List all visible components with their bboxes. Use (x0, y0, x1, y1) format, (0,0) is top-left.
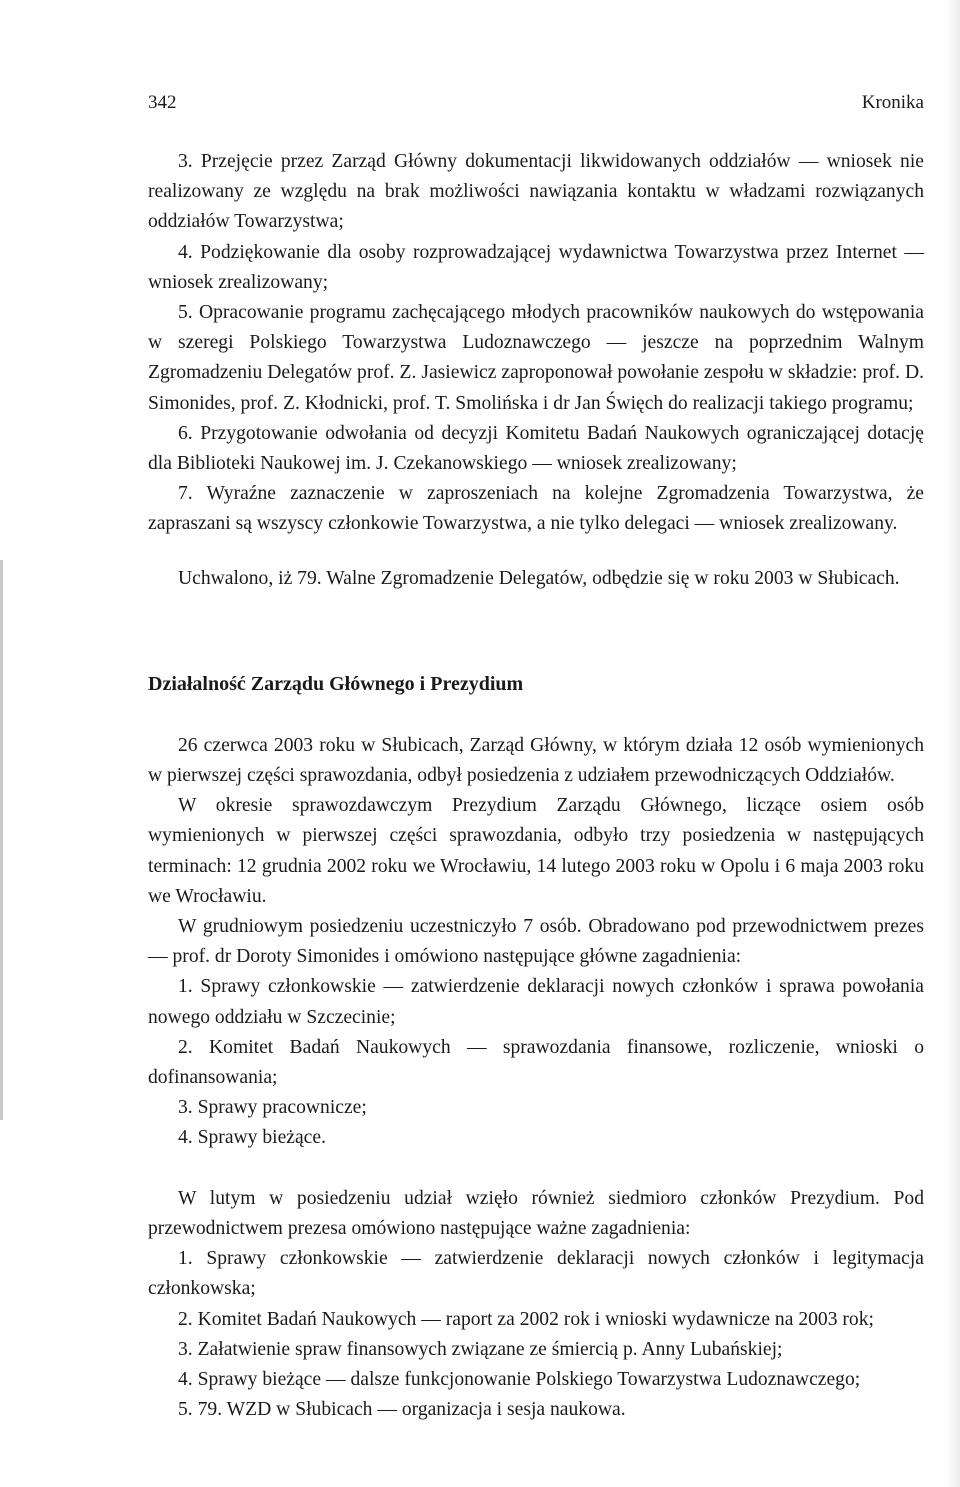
february-item-4: 4. Sprawy bieżące — dalsze funkcjonowanie Polskiego Towarzystwa Ludoznawczego; (178, 1368, 861, 1390)
february-item-1: 1. Sprawy członkowskie — zatwierdzenie deklaracji nowych członków i legitymacja członkowska; (148, 1248, 924, 1300)
list-item-7: 7. Wyraźne zaznaczenie w zaproszeniach na kolejne Zgromadzenia Towarzystwa, że zapraszani są wszyscy członkowie Towarzystwa, a nie tylko delegaci — wniosek zrealizowany. (148, 483, 924, 535)
paragraph-presidium: W okresie sprawozdawczym Prezydium Zarządu Głównego, liczące osiem osób wymienionych w pierwszej części sprawozdania, odbyło trzy posiedzenia w następujących terminach: 12 grudnia 2002 roku we Wrocławiu, 14 lutego 2003 roku w Opolu i 6 maja 2003 roku we Wrocławiu. (148, 795, 924, 907)
page-number: 342 (148, 92, 177, 113)
scan-left-margin-mark (0, 560, 3, 1120)
scan-edge-shadow (946, 0, 960, 1487)
list-item-6: 6. Przygotowanie odwołania od decyzji Komitetu Badań Naukowych ograniczającej dotację dla Biblioteki Naukowej im. J. Czekanowskiego — wniosek zrealizowany; (148, 422, 924, 475)
december-item-4: 4. Sprawy bieżące. (178, 1127, 326, 1149)
february-item-2: 2. Komitet Badań Naukowych — raport za 2002 rok i wnioski wydawnicze na 2003 rok; (178, 1308, 874, 1330)
page-header (148, 92, 924, 118)
spacer (148, 540, 924, 564)
spacer (148, 1154, 924, 1184)
december-item-3: 3. Sprawy pracownicze; (178, 1097, 367, 1119)
february-item-3: 3. Załatwienie spraw finansowych związane ze śmiercią p. Anny Lubańskiej; (178, 1338, 783, 1360)
resolution-paragraph: Uchwalono, iż 79. Walne Zgromadzenie Delegatów, odbędzie się w roku 2003 w Słubicach. (178, 567, 900, 589)
page-body (148, 147, 924, 1425)
section-heading: Działalność Zarządu Głównego i Prezydium (148, 672, 524, 695)
spacer (148, 594, 924, 669)
february-item-5: 5. 79. WZD w Słubicach — organizacja i sesja naukowa. (178, 1399, 626, 1421)
december-item-2: 2. Komitet Badań Naukowych — sprawozdania finansowe, rozliczenie, wnioski o dofinansowania; (148, 1036, 924, 1089)
list-item-5: 5. Opracowanie programu zachęcającego młodych pracowników naukowych do wstępowania w szeregi Polskiego Towarzystwa Ludoznawczego — jeszcze na poprzednim Walnym Zgromadzeniu Delegatów prof. Z. Jasiewicz zaproponował powołanie zespołu w składzie: prof. D. Simonides, prof. Z. Kłodnicki, prof. T. Smolińska i dr Jan Święch do realizacji takiego programu; (148, 302, 924, 414)
list-item-3: 3. Przejęcie przez Zarząd Główny dokumentacji likwidowanych oddziałów — wniosek nie realizowany ze względu na brak możliwości nawiązania kontaktu w władzami rozwiązanych oddziałów Towarzystwa; (148, 151, 924, 233)
running-title: Kronika (861, 92, 924, 113)
list-item-4: 4. Podziękowanie dla osoby rozprowadzającej wydawnictwa Towarzystwa przez Internet — wniosek zrealizowany; (148, 241, 924, 293)
spacer (148, 699, 924, 731)
paragraph-december: W grudniowym posiedzeniu uczestniczyło 7 osób. Obradowano pod przewodnictwem prezes — prof. dr Doroty Simonides i omówiono następujące główne zagadnienia: (148, 916, 924, 968)
paragraph-february: W lutym w posiedzeniu udział wzięło również siedmioro członków Prezydium. Pod przewodnictwem prezesa omówiono następujące ważne zagadnienia: (148, 1187, 924, 1239)
paragraph-board: 26 czerwca 2003 roku w Słubicach, Zarząd Główny, w którym działa 12 osób wymienionych w pierwszej części sprawozdania, odbył posiedzenia z udziałem przewodniczących Oddziałów. (148, 734, 924, 787)
december-item-1: 1. Sprawy członkowskie — zatwierdzenie deklaracji nowych członków i sprawa powołania nowego oddziału w Szczecinie; (148, 976, 924, 1028)
